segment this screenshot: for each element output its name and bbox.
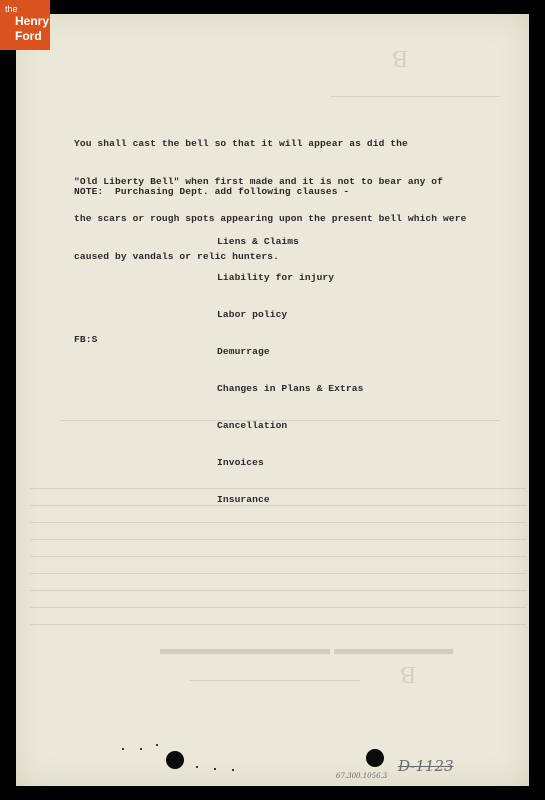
logo-line-henry: Henry bbox=[15, 14, 50, 28]
ghost-rule bbox=[30, 607, 526, 608]
ghost-letter-b-top: B bbox=[392, 45, 409, 71]
henry-ford-logo bbox=[0, 0, 50, 50]
typist-initials: FB:S bbox=[74, 334, 98, 345]
note-line: NOTE: Purchasing Dept. add following clauses - bbox=[74, 186, 350, 197]
ghost-rule bbox=[30, 573, 526, 574]
ghost-rule bbox=[330, 96, 500, 97]
clause-item: Demurrage bbox=[217, 346, 270, 358]
clause-item: Labor policy bbox=[217, 309, 288, 321]
punch-hole-left bbox=[166, 751, 184, 769]
clause-item: Liens & Claims bbox=[217, 235, 300, 247]
paper-speck bbox=[140, 748, 142, 750]
paragraph-line: You shall cast the bell so that it will appear as did the bbox=[74, 138, 408, 149]
punch-hole-right bbox=[366, 749, 384, 767]
clause-item: Cancellation bbox=[217, 420, 288, 432]
logo-line-the: the bbox=[5, 4, 18, 14]
paragraph-line: caused by vandals or relic hunters. bbox=[74, 250, 280, 262]
logo-line-ford: Ford bbox=[15, 29, 42, 43]
paragraph-line: the scars or rough spots appearing upon the present bell which were bbox=[74, 213, 467, 224]
clause-item: Liability for injury bbox=[217, 272, 335, 284]
clause-item: Invoices bbox=[217, 456, 264, 468]
paper-speck bbox=[196, 766, 198, 768]
ghost-form-title: ▬▬▬▬▬▬▬ ▬▬▬▬▬▬▬▬▬▬ bbox=[160, 645, 454, 664]
accession-number: 67.300.1056.3 bbox=[336, 772, 388, 780]
clause-list bbox=[217, 211, 363, 531]
ghost-rule bbox=[30, 539, 526, 540]
handwritten-catalog-number: D-1123 bbox=[398, 757, 454, 775]
clause-item: Insurance bbox=[217, 493, 270, 505]
ghost-rule bbox=[30, 624, 526, 625]
ghost-rule bbox=[30, 590, 526, 591]
clause-item: Changes in Plans & Extras bbox=[217, 383, 364, 395]
paper-speck bbox=[156, 744, 158, 746]
paper-speck bbox=[232, 769, 234, 771]
ghost-rule bbox=[30, 556, 526, 557]
paper-speck bbox=[122, 748, 124, 750]
paragraph-line: "Old Liberty Bell" when first made and it is not to bear any of bbox=[74, 175, 444, 187]
ghost-letter-b-bottom: B bbox=[400, 661, 417, 687]
paper-speck bbox=[214, 768, 216, 770]
ghost-rule bbox=[190, 680, 360, 681]
